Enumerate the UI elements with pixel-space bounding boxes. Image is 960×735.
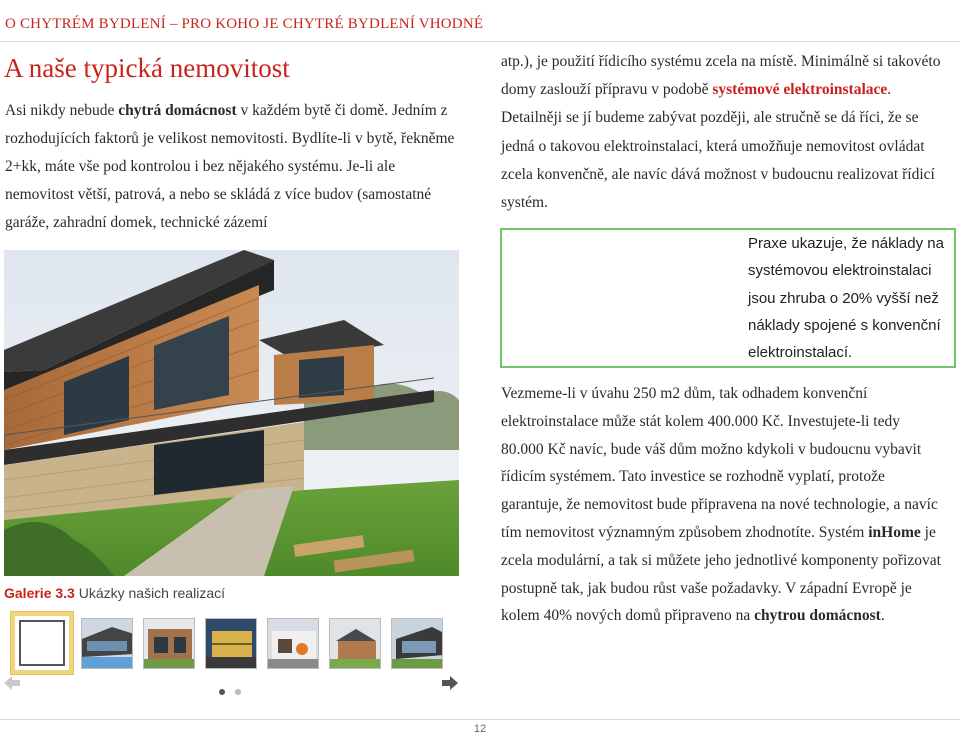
keyword-system-wiring: systémové elektroinstalace (712, 81, 888, 99)
text-run: . Detailněji se jí budeme zabývat později, ale stručně se dá říci, že se jedná o takovou elektroinstalaci, která umožňuje nemovitost ovládat zcela konvenčně, ale navíc dává možnost v budoucnu realizovat řídicí systém. (501, 81, 935, 212)
body-text-upper (501, 48, 941, 217)
header-divider (0, 41, 960, 42)
footer-divider (0, 719, 960, 720)
keyword-smart-home: chytrá domácnost (118, 102, 237, 119)
gallery-thumbnail[interactable] (81, 618, 133, 669)
chapter-title: A naše typická nemovitost (4, 53, 290, 83)
gallery-caption-label: Galerie 3.3 (4, 585, 75, 601)
gallery-thumbnail-active[interactable] (11, 612, 73, 674)
gallery-main-image[interactable] (4, 250, 459, 576)
gallery-thumbnail[interactable] (143, 618, 195, 669)
intro-paragraph (5, 97, 460, 237)
arrow-left-icon (3, 675, 21, 691)
text-run: Asi nikdy nebude (5, 102, 119, 119)
gallery-thumbnail[interactable] (329, 618, 381, 669)
gallery-caption-text: Ukázky našich realizací (74, 585, 225, 601)
arrow-right-icon (441, 675, 459, 691)
keyword-smart-home: chytrou domácnost (754, 607, 881, 625)
pagination-dot[interactable] (235, 689, 241, 695)
intro-text (5, 97, 460, 237)
gallery-next-button[interactable] (441, 675, 459, 695)
gallery-thumbnail[interactable] (391, 618, 443, 669)
keyword-inhome: inHome (868, 523, 921, 541)
gallery-thumbnail[interactable] (267, 618, 319, 669)
house-photo (4, 250, 459, 576)
gallery-thumbnail[interactable] (205, 618, 257, 669)
page-number: 12 (473, 723, 487, 735)
gallery-pagination (219, 680, 251, 699)
text-run: je zcela modulární, a tak si můžete jeho jednotlivé komponenty pořizovat postupně tak, jak budou růst vaše požadavky. V západní Evropě je kolem 40% nových domů připraveno na (501, 523, 941, 625)
gallery-previous-button[interactable] (3, 675, 21, 695)
pagination-dot-active[interactable] (219, 689, 225, 695)
body-text-lower (501, 380, 941, 630)
running-head: O CHYTRÉM BYDLENÍ – PRO KOHO JE CHYTRÉ BYDLENÍ VHODNÉ (5, 16, 484, 32)
text-run: v každém bytě či domě. Jedním z rozhodujících faktorů je velikost nemovitosti. Bydlíte-li v bytě, řekněme 2+kk, máte vše pod kontrolou i bez nějakého systému. Je-li ale nemovitost větší, patrová, a nebo se skládá z více budov (samostatné garáže, zahradní domek, technické zázemí (5, 102, 455, 231)
pull-quote-box (500, 228, 956, 368)
text-run: atp.), je použití řídicího systému zcela na místě. Minimálně si takovéto domy zaslouží přípravu v podobě (501, 53, 941, 99)
text-run: . (880, 607, 885, 625)
gallery-caption (4, 585, 225, 601)
pull-quote-text: Praxe ukazuje, že náklady na systémovou elektroinstalaci jsou zhruba o 20% vyšší než náklady spojené s konvenční elektroinstalací. (748, 235, 944, 362)
text-run: Vezmeme-li v úvahu 250 m2 dům, tak odhadem konvenční elektroinstalace může stát kolem 400.000 Kč. Investujete-li tedy 80.000 Kč navíc, bude váš dům možno kdykoli v budoucnu vybavit řídicím systémem. Tato investice se rozhodně vyplatí, protože garantuje, že nemovitost bude připravena na nové technologie, a navíc tím nemovitost významným způsobem zhodnotíte. Systém (501, 385, 938, 541)
